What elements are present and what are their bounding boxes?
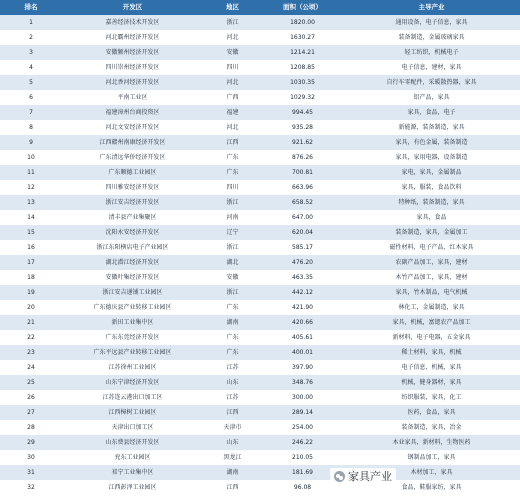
cell-area: 181.69 bbox=[262, 465, 343, 480]
cell-area: 700.81 bbox=[262, 165, 343, 180]
cell-industry: 家电，家具，金属制品 bbox=[343, 165, 520, 180]
cell-region: 河北 bbox=[203, 120, 262, 135]
cell-region: 湖南 bbox=[203, 315, 262, 330]
cell-area: 585.17 bbox=[262, 240, 343, 255]
cell-rank: 31 bbox=[0, 465, 62, 480]
cell-industry: 木材加工，家具 bbox=[343, 465, 520, 480]
table-row bbox=[0, 270, 520, 285]
cell-region: 江西 bbox=[203, 135, 262, 150]
cell-rank: 28 bbox=[0, 420, 62, 435]
cell-industry: 林化工，金属制造，家具 bbox=[343, 300, 520, 315]
cell-zone: 祁宁工业集中区 bbox=[62, 465, 203, 480]
cell-zone: 浙江安吉递铺工业园区 bbox=[62, 285, 203, 300]
cell-region: 湖北 bbox=[203, 255, 262, 270]
cell-zone: 广东东莞经济开发区 bbox=[62, 330, 203, 345]
cell-rank: 30 bbox=[0, 450, 62, 465]
cell-region: 江苏 bbox=[203, 390, 262, 405]
wechat-icon bbox=[334, 471, 345, 482]
cell-industry: 自行车零配件，采暖散热器，家具 bbox=[343, 75, 520, 90]
cell-rank: 29 bbox=[0, 435, 62, 450]
cell-area: 1630.27 bbox=[262, 30, 343, 45]
cell-region: 山东 bbox=[203, 375, 262, 390]
cell-industry: 电子信息，机械，家具 bbox=[343, 360, 520, 375]
cell-industry: 家具，食品，电子 bbox=[343, 105, 520, 120]
cell-region: 广东 bbox=[203, 300, 262, 315]
cell-area: 1820.00 bbox=[262, 15, 343, 30]
cell-industry: 医药，食品，家具 bbox=[343, 405, 520, 420]
table-row bbox=[0, 165, 520, 180]
cell-area: 1030.35 bbox=[262, 75, 343, 90]
cell-industry: 家具，有色金属，装备制造 bbox=[343, 135, 520, 150]
cell-region: 浙江 bbox=[203, 285, 262, 300]
cell-industry: 木竹产品加工，家具，建材 bbox=[343, 270, 520, 285]
cell-rank: 18 bbox=[0, 270, 62, 285]
cell-industry: 家具，机械，富锶农产品加工 bbox=[343, 315, 520, 330]
cell-rank: 25 bbox=[0, 375, 62, 390]
cell-rank: 4 bbox=[0, 60, 62, 75]
cell-zone: 广东平远县产业转移工业园区 bbox=[62, 345, 203, 360]
cell-area: 476.20 bbox=[262, 255, 343, 270]
cell-region: 广东 bbox=[203, 330, 262, 345]
table-row bbox=[0, 15, 520, 30]
table-row bbox=[0, 60, 520, 75]
cell-zone: 广东德庆县产业转移工业园区 bbox=[62, 300, 203, 315]
cell-zone: 平南工业区 bbox=[62, 90, 203, 105]
cell-region: 湖南 bbox=[203, 465, 262, 480]
cell-region: 广东 bbox=[203, 150, 262, 165]
cell-zone: 山东费县经济开发区 bbox=[62, 435, 203, 450]
cell-zone: 江西樟树工业园区 bbox=[62, 405, 203, 420]
cell-zone: 天津出口加工区 bbox=[62, 420, 203, 435]
cell-rank: 24 bbox=[0, 360, 62, 375]
cell-area: 463.35 bbox=[262, 270, 343, 285]
cell-area: 246.22 bbox=[262, 435, 343, 450]
table-row bbox=[0, 435, 520, 450]
cell-area: 421.90 bbox=[262, 300, 343, 315]
cell-area: 289.14 bbox=[262, 405, 343, 420]
cell-industry: 轻工纺织，机械电子 bbox=[343, 45, 520, 60]
table-row bbox=[0, 195, 520, 210]
cell-area: 420.66 bbox=[262, 315, 343, 330]
cell-industry: 铝产品，家具 bbox=[343, 90, 520, 105]
table-row bbox=[0, 180, 520, 195]
cell-industry: 装备制造，家具，金属加工 bbox=[343, 225, 520, 240]
table-row bbox=[0, 30, 520, 45]
cell-area: 442.12 bbox=[262, 285, 343, 300]
cell-area: 405.61 bbox=[262, 330, 343, 345]
cell-region: 山东 bbox=[203, 435, 262, 450]
cell-area: 876.26 bbox=[262, 150, 343, 165]
table-row bbox=[0, 225, 520, 240]
cell-rank: 6 bbox=[0, 90, 62, 105]
cell-area: 935.28 bbox=[262, 120, 343, 135]
cell-area: 1208.85 bbox=[262, 60, 343, 75]
cell-rank: 17 bbox=[0, 255, 62, 270]
cell-area: 400.01 bbox=[262, 345, 343, 360]
cell-zone: 江苏徐州工业园区 bbox=[62, 360, 203, 375]
cell-zone: 江西赣州南康经济开发区 bbox=[62, 135, 203, 150]
cell-zone: 江西彭泽工业园区 bbox=[62, 480, 203, 495]
table-row bbox=[0, 420, 520, 435]
cell-rank: 7 bbox=[0, 105, 62, 120]
cell-region: 江苏 bbox=[203, 360, 262, 375]
cell-region: 浙江 bbox=[203, 195, 262, 210]
cell-area: 210.05 bbox=[262, 450, 343, 465]
cell-region: 辽宁 bbox=[203, 225, 262, 240]
cell-industry: 新能源，装备制造，家具 bbox=[343, 120, 520, 135]
cell-zone: 嘉善经济技术开发区 bbox=[62, 15, 203, 30]
cell-industry: 机械，健身器材，家具 bbox=[343, 375, 520, 390]
cell-area: 994.45 bbox=[262, 105, 343, 120]
cell-region: 黑龙江 bbox=[203, 450, 262, 465]
cell-zone: 沈阳永安经济开发区 bbox=[62, 225, 203, 240]
cell-industry: 装备制造，金属玻璃家具 bbox=[343, 30, 520, 45]
cell-rank: 21 bbox=[0, 315, 62, 330]
cell-zone: 安徽叶集经济开发区 bbox=[62, 270, 203, 285]
cell-industry: 稀土材料，家具，机械 bbox=[343, 345, 520, 360]
cell-area: 620.04 bbox=[262, 225, 343, 240]
cell-rank: 9 bbox=[0, 135, 62, 150]
cell-rank: 3 bbox=[0, 45, 62, 60]
cell-region: 安徽 bbox=[203, 45, 262, 60]
cell-region: 广东 bbox=[203, 165, 262, 180]
cell-rank: 19 bbox=[0, 285, 62, 300]
header-industry: 主导产业 bbox=[343, 0, 520, 15]
cell-industry: 电子信息，建材，家具 bbox=[343, 60, 520, 75]
cell-area: 921.62 bbox=[262, 135, 343, 150]
header-area: 面积（公顷） bbox=[262, 0, 343, 15]
cell-industry: 家具，竹木制品，电气机械 bbox=[343, 285, 520, 300]
cell-area: 663.96 bbox=[262, 180, 343, 195]
cell-area: 1029.32 bbox=[262, 90, 343, 105]
cell-zone: 湖北潜江经济开发区 bbox=[62, 255, 203, 270]
cell-zone: 清丰县产业集聚区 bbox=[62, 210, 203, 225]
cell-industry: 食品，鞋服家纺，家具 bbox=[343, 480, 520, 495]
cell-industry: 装备制造，家具，冶金 bbox=[343, 420, 520, 435]
cell-zone: 河北霸州经济开发区 bbox=[62, 30, 203, 45]
cell-industry: 新材料，电子电器，五金家具 bbox=[343, 330, 520, 345]
cell-industry: 木业家具，新材料，生物医药 bbox=[343, 435, 520, 450]
cell-zone: 安徽颍州经济开发区 bbox=[62, 45, 203, 60]
cell-rank: 10 bbox=[0, 150, 62, 165]
table-row bbox=[0, 120, 520, 135]
cell-zone: 广东顺德工业园区 bbox=[62, 165, 203, 180]
cell-region: 广西 bbox=[203, 90, 262, 105]
cell-area: 348.76 bbox=[262, 375, 343, 390]
table-row bbox=[0, 75, 520, 90]
table-row bbox=[0, 240, 520, 255]
cell-rank: 11 bbox=[0, 165, 62, 180]
cell-rank: 2 bbox=[0, 30, 62, 45]
cell-rank: 23 bbox=[0, 345, 62, 360]
cell-rank: 26 bbox=[0, 390, 62, 405]
table-row bbox=[0, 465, 520, 480]
table-row bbox=[0, 315, 520, 330]
cell-industry: 家具，服装，食品饮料 bbox=[343, 180, 520, 195]
cell-region: 河南 bbox=[203, 210, 262, 225]
header-zone: 开发区 bbox=[62, 0, 203, 15]
table-row bbox=[0, 210, 520, 225]
source-watermark bbox=[330, 468, 396, 484]
cell-zone: 新田工业集中区 bbox=[62, 315, 203, 330]
cell-rank: 22 bbox=[0, 330, 62, 345]
cell-rank: 8 bbox=[0, 120, 62, 135]
table-row bbox=[0, 450, 520, 465]
cell-rank: 15 bbox=[0, 225, 62, 240]
table-row bbox=[0, 330, 520, 345]
cell-region: 河北 bbox=[203, 30, 262, 45]
cell-region: 广东 bbox=[203, 345, 262, 360]
cell-area: 397.90 bbox=[262, 360, 343, 375]
header-rank: 排名 bbox=[0, 0, 62, 15]
cell-zone: 河北香河经济开发区 bbox=[62, 75, 203, 90]
cell-industry: 钢制品加工，家具 bbox=[343, 450, 520, 465]
cell-area: 96.08 bbox=[262, 480, 343, 495]
cell-zone: 山东宁津经济开发区 bbox=[62, 375, 203, 390]
cell-zone: 四川雅安经济开发区 bbox=[62, 180, 203, 195]
cell-rank: 27 bbox=[0, 405, 62, 420]
cell-rank: 13 bbox=[0, 195, 62, 210]
table-row bbox=[0, 105, 520, 120]
cell-rank: 16 bbox=[0, 240, 62, 255]
table-row bbox=[0, 345, 520, 360]
cell-region: 天津市 bbox=[203, 420, 262, 435]
cell-area: 658.52 bbox=[262, 195, 343, 210]
cell-rank: 1 bbox=[0, 15, 62, 30]
cell-industry: 纺织服装，家具，化工 bbox=[343, 390, 520, 405]
cell-region: 江西 bbox=[203, 480, 262, 495]
cell-region: 四川 bbox=[203, 180, 262, 195]
cell-industry: 农副产品加工，家具，建材 bbox=[343, 255, 520, 270]
cell-rank: 20 bbox=[0, 300, 62, 315]
cell-zone: 河北文安经济开发区 bbox=[62, 120, 203, 135]
table-row bbox=[0, 375, 520, 390]
cell-area: 1214.21 bbox=[262, 45, 343, 60]
table-row bbox=[0, 360, 520, 375]
cell-rank: 12 bbox=[0, 180, 62, 195]
table-row bbox=[0, 135, 520, 150]
table-row bbox=[0, 255, 520, 270]
cell-area: 647.00 bbox=[262, 210, 343, 225]
table-row bbox=[0, 405, 520, 420]
cell-area: 254.00 bbox=[262, 420, 343, 435]
cell-zone: 江苏连云港出口加工区 bbox=[62, 390, 203, 405]
cell-rank: 5 bbox=[0, 75, 62, 90]
table-row bbox=[0, 300, 520, 315]
cell-region: 浙江 bbox=[203, 240, 262, 255]
cell-industry: 磁性材料，电子产品，红木家具 bbox=[343, 240, 520, 255]
table-row bbox=[0, 480, 520, 495]
cell-zone: 四川崇州经济开发区 bbox=[62, 60, 203, 75]
header-region: 地区 bbox=[203, 0, 262, 15]
cell-zone: 浙江东阳横店电子产业园区 bbox=[62, 240, 203, 255]
cell-industry: 特种纸，装备制造，家具 bbox=[343, 195, 520, 210]
cell-zone: 兖东工业园区 bbox=[62, 450, 203, 465]
table-row bbox=[0, 150, 520, 165]
cell-region: 安徽 bbox=[203, 270, 262, 285]
cell-region: 浙江 bbox=[203, 15, 262, 30]
cell-zone: 广东清远华侨经济开发区 bbox=[62, 150, 203, 165]
cell-region: 四川 bbox=[203, 60, 262, 75]
cell-region: 河北 bbox=[203, 75, 262, 90]
table-row bbox=[0, 390, 520, 405]
cell-industry: 通用设备，电子信息，家具 bbox=[343, 15, 520, 30]
cell-industry: 家具，家用电器，设备制造 bbox=[343, 150, 520, 165]
cell-industry: 家具，食品 bbox=[343, 210, 520, 225]
cell-region: 江西 bbox=[203, 405, 262, 420]
table-row bbox=[0, 45, 520, 60]
cell-zone: 福建漳州台商投资区 bbox=[62, 105, 203, 120]
cell-zone: 浙江安吉经济开发区 bbox=[62, 195, 203, 210]
cell-area: 300.00 bbox=[262, 390, 343, 405]
cell-rank: 14 bbox=[0, 210, 62, 225]
cell-rank: 32 bbox=[0, 480, 62, 495]
watermark-text: 家具产业 bbox=[348, 470, 392, 483]
table-row bbox=[0, 90, 520, 105]
cell-region: 福建 bbox=[203, 105, 262, 120]
table-row bbox=[0, 285, 520, 300]
table-header-row bbox=[0, 0, 520, 15]
